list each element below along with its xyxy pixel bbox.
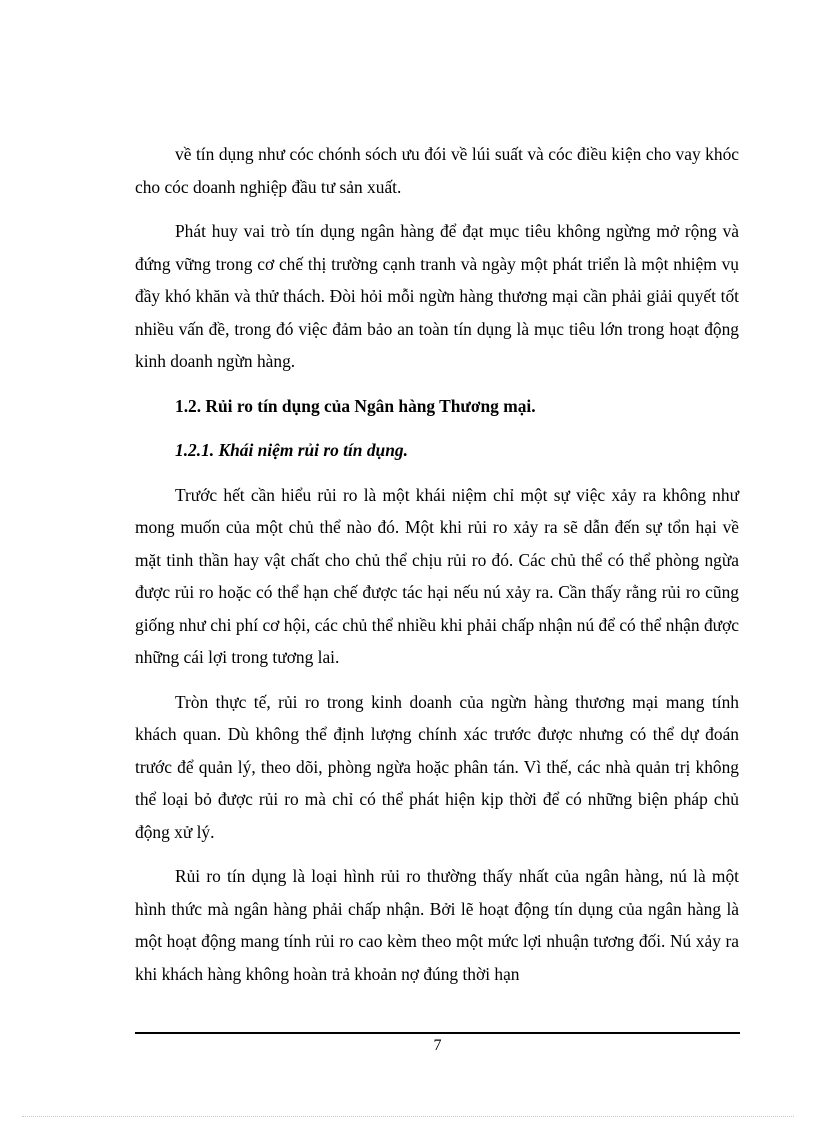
page-bottom-border (22, 1116, 794, 1117)
subsection-heading: 1.2.1. Khái niệm rủi ro tín dụng. (175, 440, 408, 460)
paragraph-4: Tròn thực tế, rủi ro trong kinh doanh của ngừn hàng thương mại mang tính khách quan. Dù không thể định lượng chính xác trước được nhưng có thể dự đoán trước để quản lý, theo dõi, phòng ngừa hoặc phân tán. Vì thế, các nhà quản trị không thể loại bỏ được rủi ro mà chỉ có thể phát hiện kịp thời để có những biện pháp chủ động xử lý. (135, 691, 739, 842)
paragraph-2: Phát huy vai trò tín dụng ngân hàng để đạt mục tiêu không ngừng mở rộng và đứng vững trong cơ chế thị trường cạnh tranh và ngày một phát triển là một nhiệm vụ đầy khó khăn và thử thách. Đòi hỏi mỗi ngừn hàng thương mại cần phải giải quyết tốt nhiều vấn đề, trong đó việc đảm bảo an toàn tín dụng là mục tiêu lớn trong hoạt động kinh doanh ngừn hàng. (135, 221, 739, 371)
paragraph-5: Rủi ro tín dụng là loại hình rủi ro thường thấy nhất của ngân hàng, nú là một hình thức mà ngân hàng phải chấp nhận. Bởi lẽ hoạt động tín dụng của ngân hàng là một hoạt động mang tính rủi ro cao kèm theo một mức lợi nhuận tương đối. Nú xảy ra khi khách hàng không hoàn trả khoản nợ đúng thời hạn (135, 866, 739, 984)
section-heading: 1.2. Rủi ro tín dụng của Ngân hàng Thương mại. (175, 395, 536, 416)
document-body (135, 138, 739, 1002)
paragraph-3: Trước hết cần hiểu rủi ro là một khái niệm chỉ một sự việc xảy ra không như mong muốn của một chủ thể nào đó. Một khi rủi ro xảy ra sẽ dẫn đến sự tổn hại về mặt tinh thần hay vật chất cho chủ thể chịu rủi ro đó. Các chủ thể có thể phòng ngừa được rủi ro hoặc có thể hạn chế được tác hại nếu nú xảy ra. Cần thấy rằng rủi ro cũng giống như chi phí cơ hội, các chủ thể nhiều khi phải chấp nhận nú để có thể nhận được những cái lợi trong tương lai. (135, 484, 739, 667)
paragraph-1: về tín dụng như cóc chónh sóch ưu đói về lúi suất và cóc điều kiện cho vay khóc cho cóc doanh nghiệp đầu tư sản xuất. (135, 144, 739, 197)
page-number: 7 (433, 1037, 442, 1054)
footer-divider (135, 1032, 740, 1034)
